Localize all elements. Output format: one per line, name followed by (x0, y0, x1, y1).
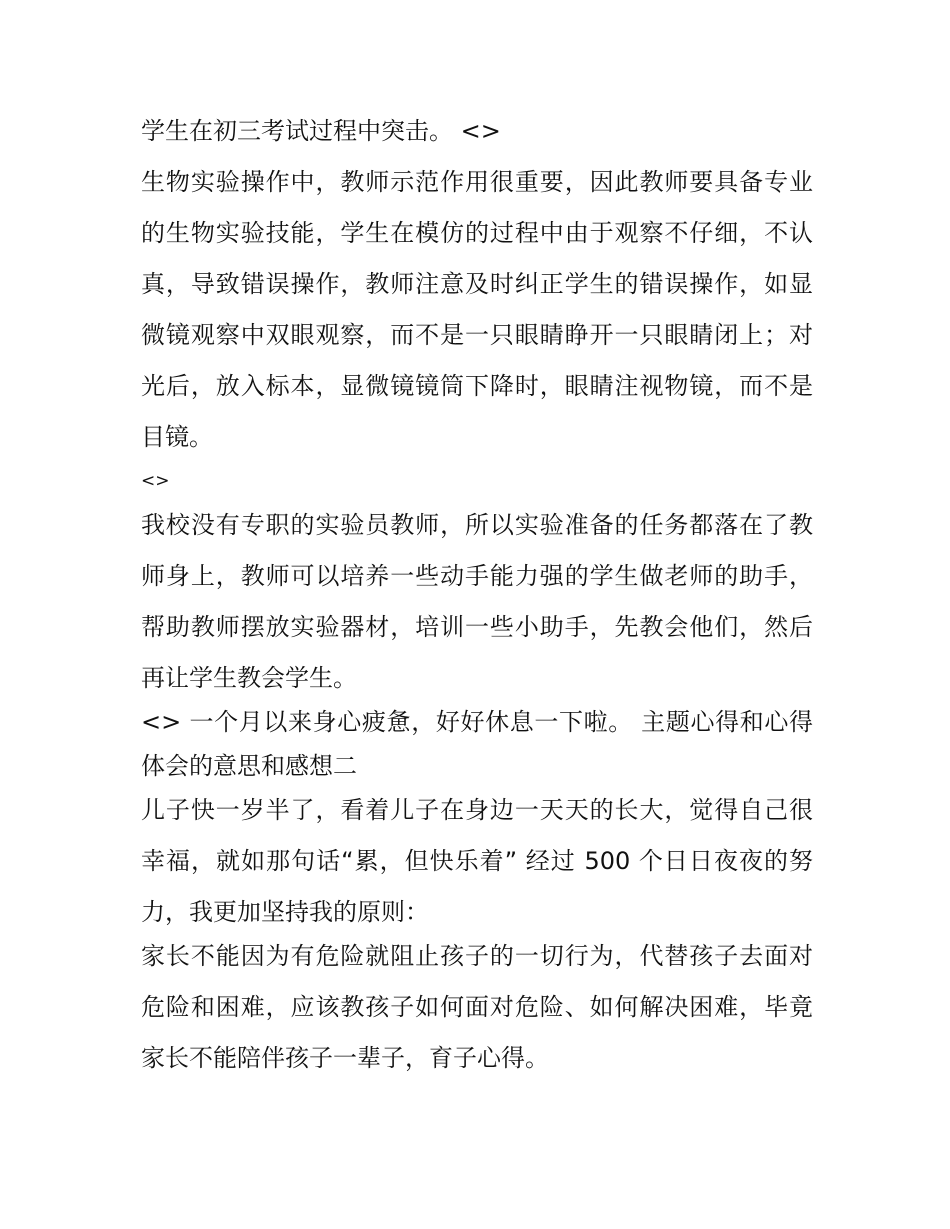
text-line-1: 学生在初三考试过程中突击。 <> (141, 117, 501, 145)
text-line-3: 的生物实验技能，学生在模仿的过程中由于观察不仔细，不认 (141, 219, 813, 247)
text-line-18: 家长不能因为有危险就阻止孩子的一切行为，代替孩子去面对 (141, 942, 813, 970)
text-line-11: 帮助教师摆放实验器材，培训一些小助手，先教会他们，然后 (141, 613, 813, 641)
document-body (141, 111, 813, 1089)
text-line-9: 我校没有专职的实验员教师，所以实验准备的任务都落在了教 (141, 511, 813, 539)
text-line-15: 儿子快一岁半了，看着儿子在身边一天天的长大，觉得自己很 (141, 796, 813, 824)
text-line-6: 光后，放入标本，显微镜镜筒下降时，眼睛注视物镜，而不是 (141, 372, 813, 400)
text-line-14: 体会的意思和感想二 (141, 752, 357, 780)
text-line-19: 危险和困难，应该教孩子如何面对危险、如何解决困难，毕竟 (141, 993, 813, 1021)
text-line-10: 师身上，教师可以培养一些动手能力强的学生做老师的助手， (141, 562, 813, 590)
text-line-5: 微镜观察中双眼观察，而不是一只眼睛睁开一只眼睛闭上；对 (141, 321, 813, 349)
text-line-12: 再让学生教会学生。 (141, 664, 357, 692)
text-line-16: 幸福，就如那句话“累，但快乐着” 经过 500 个日日夜夜的努 (141, 847, 813, 875)
text-line-2: 生物实验操作中，教师示范作用很重要，因此教师要具备专业 (141, 168, 813, 196)
text-line-7: 目镜。 (141, 423, 213, 451)
text-line-20: 家长不能陪伴孩子一辈子，育子心得。 (141, 1044, 549, 1072)
text-line-13: <> 一个月以来身心疲惫，好好休息一下啦。 主题心得和心得 (141, 708, 813, 736)
text-line-8: <> (141, 471, 170, 491)
text-line-17: 力，我更加坚持我的原则： (141, 898, 429, 926)
text-line-4: 真，导致错误操作，教师注意及时纠正学生的错误操作，如显 (141, 270, 813, 298)
